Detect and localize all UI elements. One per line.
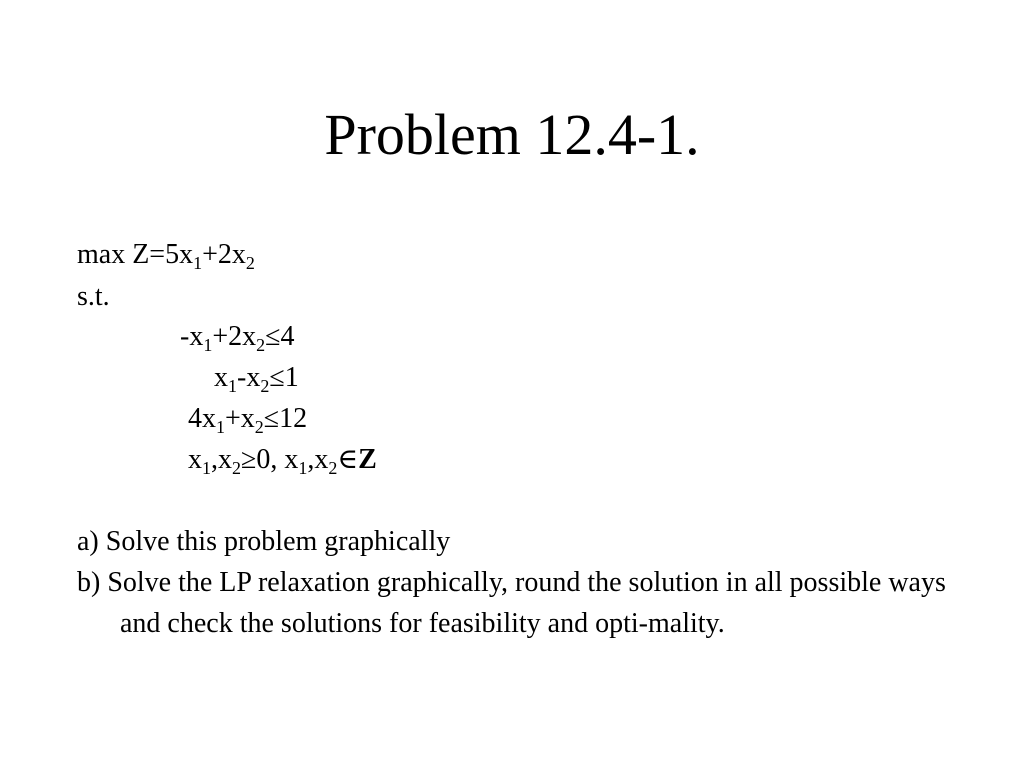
constraint-3-b: +x xyxy=(225,403,255,434)
task-item-b-text: b) Solve the LP relaxation graphically, round the solution in all possible ways and check the solutions for feasibility and opti-mality. xyxy=(77,567,946,639)
constraint-2-a: x xyxy=(214,362,228,393)
constraint-1-a: -x xyxy=(180,321,204,352)
constraint-3-sub2: 2 xyxy=(254,417,264,437)
objective-mid: +2x xyxy=(202,239,246,270)
constraint-3-a: 4x xyxy=(188,403,216,434)
domain-sub4: 2 xyxy=(328,458,338,478)
constraint-2-c: ≤1 xyxy=(269,362,299,393)
objective-function xyxy=(77,239,255,271)
constraint-2-sub2: 2 xyxy=(260,376,270,396)
domain-c: ≥0, x xyxy=(241,444,299,475)
domain-sub2: 2 xyxy=(232,458,241,478)
domain-element-of: ∈ xyxy=(337,444,359,475)
constraint-1 xyxy=(180,321,295,353)
objective-subscript-2: 2 xyxy=(245,253,255,273)
slide-title: Problem 12.4-1. xyxy=(324,102,700,167)
constraint-1-c: ≤4 xyxy=(265,321,295,352)
constraint-3-sub1: 1 xyxy=(216,417,225,437)
domain-sub3: 1 xyxy=(298,458,308,478)
constraint-1-sub2: 2 xyxy=(256,335,266,355)
constraint-1-b: +2x xyxy=(212,321,257,352)
task-item-a-text: a) Solve this problem graphically xyxy=(77,526,451,557)
domain-constraint xyxy=(188,444,377,476)
objective-subscript-1: 1 xyxy=(193,253,203,273)
domain-sub1: 1 xyxy=(202,458,211,478)
integer-set-symbol: Z xyxy=(358,444,377,475)
constraint-2 xyxy=(214,362,299,394)
domain-d: ,x xyxy=(307,444,329,475)
constraint-3-c: ≤12 xyxy=(263,403,308,434)
task-item-b xyxy=(77,562,977,644)
constraint-2-b: -x xyxy=(237,362,261,393)
subject-to-label: s.t. xyxy=(77,281,110,312)
domain-b: ,x xyxy=(211,444,232,475)
task-item-a xyxy=(77,521,977,562)
constraint-3 xyxy=(188,403,307,435)
constraint-2-sub1: 1 xyxy=(228,376,237,396)
domain-a: x xyxy=(188,444,202,475)
constraint-1-sub1: 1 xyxy=(203,335,213,355)
objective-prefix: max Z=5x xyxy=(77,239,194,270)
